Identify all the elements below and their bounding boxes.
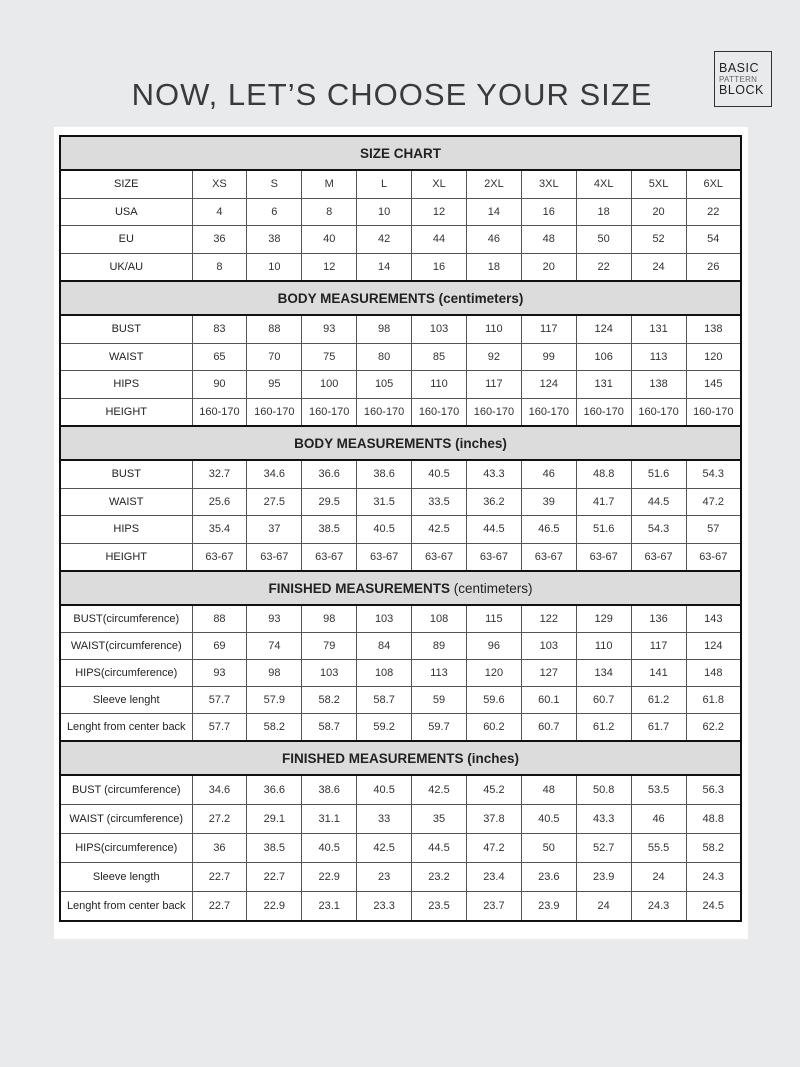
- table-cell: 61.2: [631, 687, 686, 714]
- table-cell: 129: [576, 605, 631, 633]
- table-cell: 23: [357, 863, 412, 892]
- table-cell: 57.7: [192, 687, 247, 714]
- table-cell: 37: [247, 516, 302, 544]
- table-cell: 93: [247, 605, 302, 633]
- section-header-row: [60, 426, 741, 460]
- table-cell: 62.2: [686, 714, 741, 742]
- table-cell: XS: [192, 170, 247, 198]
- table-cell: 43.3: [576, 805, 631, 834]
- table-cell: 10: [247, 253, 302, 281]
- table-cell: 95: [247, 371, 302, 399]
- table-cell: 90: [192, 371, 247, 399]
- table-cell: 24.3: [686, 863, 741, 892]
- table-cell: 60.2: [466, 714, 521, 742]
- row-label: BUST: [60, 315, 192, 343]
- table-cell: 26: [686, 253, 741, 281]
- table-row: [60, 834, 741, 863]
- table-cell: 74: [247, 633, 302, 660]
- table-cell: 88: [192, 605, 247, 633]
- table-cell: 36.2: [466, 488, 521, 516]
- table-cell: 113: [631, 343, 686, 371]
- table-row: [60, 198, 741, 226]
- size-chart-body: [60, 136, 741, 921]
- table-cell: 61.7: [631, 714, 686, 742]
- table-cell: 145: [686, 371, 741, 399]
- table-cell: 48.8: [576, 460, 631, 488]
- table-row: [60, 863, 741, 892]
- row-label: BUST (circumference): [60, 775, 192, 805]
- table-cell: 108: [357, 660, 412, 687]
- table-cell: 160-170: [521, 398, 576, 426]
- table-cell: 131: [631, 315, 686, 343]
- table-cell: 63-67: [357, 543, 412, 571]
- table-cell: 98: [302, 605, 357, 633]
- table-cell: 23.9: [576, 863, 631, 892]
- table-row: [60, 605, 741, 633]
- table-cell: 80: [357, 343, 412, 371]
- table-cell: 24.5: [686, 892, 741, 922]
- table-cell: 160-170: [576, 398, 631, 426]
- row-label: WAIST (circumference): [60, 805, 192, 834]
- row-label: HIPS(circumference): [60, 660, 192, 687]
- table-cell: 63-67: [302, 543, 357, 571]
- table-cell: 54: [686, 226, 741, 254]
- table-cell: 4XL: [576, 170, 631, 198]
- table-cell: 46: [521, 460, 576, 488]
- table-cell: 51.6: [631, 460, 686, 488]
- table-cell: 44: [412, 226, 467, 254]
- row-label: USA: [60, 198, 192, 226]
- table-row: [60, 315, 741, 343]
- table-row: [60, 398, 741, 426]
- table-cell: 4: [192, 198, 247, 226]
- table-cell: 44.5: [631, 488, 686, 516]
- logo-line-1: BASIC: [719, 60, 760, 75]
- row-label: UK/AU: [60, 253, 192, 281]
- table-cell: 93: [192, 660, 247, 687]
- section-header-row: [60, 571, 741, 605]
- table-cell: 58.7: [357, 687, 412, 714]
- table-cell: 24: [631, 253, 686, 281]
- table-cell: 56.3: [686, 775, 741, 805]
- table-row: [60, 892, 741, 922]
- table-cell: 160-170: [247, 398, 302, 426]
- table-cell: 45.2: [466, 775, 521, 805]
- table-row: [60, 343, 741, 371]
- table-cell: 63-67: [412, 543, 467, 571]
- section-title: FINISHED MEASUREMENTS: [281, 750, 464, 766]
- table-cell: 42.5: [412, 516, 467, 544]
- table-cell: 58.7: [302, 714, 357, 742]
- table-cell: 124: [686, 633, 741, 660]
- table-cell: 103: [412, 315, 467, 343]
- table-cell: 138: [631, 371, 686, 399]
- table-cell: 92: [466, 343, 521, 371]
- table-cell: 96: [466, 633, 521, 660]
- table-cell: S: [247, 170, 302, 198]
- table-cell: M: [302, 170, 357, 198]
- table-cell: 42: [357, 226, 412, 254]
- table-cell: 22.7: [247, 863, 302, 892]
- table-cell: 22.9: [247, 892, 302, 922]
- table-cell: 60.1: [521, 687, 576, 714]
- table-cell: 29.5: [302, 488, 357, 516]
- table-cell: 24: [576, 892, 631, 922]
- table-cell: 34.6: [247, 460, 302, 488]
- row-label: HEIGHT: [60, 543, 192, 571]
- table-cell: 2XL: [466, 170, 521, 198]
- table-cell: 113: [412, 660, 467, 687]
- table-cell: 23.1: [302, 892, 357, 922]
- table-cell: 40.5: [412, 460, 467, 488]
- table-cell: 124: [576, 315, 631, 343]
- table-cell: 63-67: [247, 543, 302, 571]
- table-cell: 50: [521, 834, 576, 863]
- section-header: [60, 281, 741, 315]
- table-row: [60, 687, 741, 714]
- row-label: WAIST: [60, 488, 192, 516]
- table-cell: 16: [412, 253, 467, 281]
- table-cell: 35: [412, 805, 467, 834]
- section-unit: (centimeters): [453, 580, 533, 596]
- table-cell: 38.6: [302, 775, 357, 805]
- table-cell: 50: [576, 226, 631, 254]
- table-cell: 23.7: [466, 892, 521, 922]
- table-cell: 14: [466, 198, 521, 226]
- table-cell: 160-170: [357, 398, 412, 426]
- table-cell: 23.5: [412, 892, 467, 922]
- table-cell: 22: [576, 253, 631, 281]
- logo-line-2: PATTERN: [719, 74, 758, 84]
- table-cell: 160-170: [302, 398, 357, 426]
- table-cell: 93: [302, 315, 357, 343]
- table-cell: 38: [247, 226, 302, 254]
- table-cell: 46: [466, 226, 521, 254]
- section-title: BODY MEASUREMENTS: [277, 290, 435, 306]
- table-cell: 57.7: [192, 714, 247, 742]
- table-cell: 18: [466, 253, 521, 281]
- table-cell: 61.8: [686, 687, 741, 714]
- table-cell: 39: [521, 488, 576, 516]
- table-cell: 40.5: [521, 805, 576, 834]
- table-cell: 31.5: [357, 488, 412, 516]
- table-cell: 27.5: [247, 488, 302, 516]
- table-row: [60, 226, 741, 254]
- size-chart-title-row: [60, 136, 741, 170]
- table-cell: 61.2: [576, 714, 631, 742]
- page-title: NOW, LET’S CHOOSE YOUR SIZE: [131, 76, 653, 112]
- table-cell: 53.5: [631, 775, 686, 805]
- table-cell: 41.7: [576, 488, 631, 516]
- row-label: Sleeve length: [60, 863, 192, 892]
- table-cell: 83: [192, 315, 247, 343]
- table-cell: 148: [686, 660, 741, 687]
- table-cell: 160-170: [631, 398, 686, 426]
- table-cell: XL: [412, 170, 467, 198]
- table-cell: 24.3: [631, 892, 686, 922]
- table-cell: 63-67: [576, 543, 631, 571]
- table-row: [60, 371, 741, 399]
- brand-logo: [714, 51, 772, 107]
- table-cell: 42.5: [412, 775, 467, 805]
- table-cell: 42.5: [357, 834, 412, 863]
- table-cell: 54.3: [686, 460, 741, 488]
- table-row: [60, 460, 741, 488]
- table-cell: 75: [302, 343, 357, 371]
- table-cell: 131: [576, 371, 631, 399]
- table-cell: 33.5: [412, 488, 467, 516]
- table-cell: 36.6: [302, 460, 357, 488]
- table-cell: 40.5: [357, 775, 412, 805]
- row-label: WAIST(circumference): [60, 633, 192, 660]
- table-cell: 63-67: [631, 543, 686, 571]
- section-title: FINISHED MEASUREMENTS: [268, 580, 450, 596]
- table-row: [60, 714, 741, 742]
- table-cell: 110: [576, 633, 631, 660]
- table-cell: 160-170: [192, 398, 247, 426]
- table-cell: 25.6: [192, 488, 247, 516]
- table-cell: 120: [466, 660, 521, 687]
- row-label: Lenght from center back: [60, 714, 192, 742]
- table-cell: 40.5: [302, 834, 357, 863]
- table-cell: 33: [357, 805, 412, 834]
- table-cell: 23.4: [466, 863, 521, 892]
- table-cell: 55.5: [631, 834, 686, 863]
- table-cell: 117: [521, 315, 576, 343]
- table-cell: 106: [576, 343, 631, 371]
- table-cell: 22.7: [192, 892, 247, 922]
- table-cell: 127: [521, 660, 576, 687]
- table-cell: 50.8: [576, 775, 631, 805]
- table-cell: 12: [302, 253, 357, 281]
- table-cell: 103: [521, 633, 576, 660]
- size-chart-sheet: [54, 127, 748, 939]
- table-cell: 115: [466, 605, 521, 633]
- table-cell: 48.8: [686, 805, 741, 834]
- table-cell: 138: [686, 315, 741, 343]
- table-cell: 79: [302, 633, 357, 660]
- table-cell: 16: [521, 198, 576, 226]
- table-cell: 120: [686, 343, 741, 371]
- table-cell: 6XL: [686, 170, 741, 198]
- section-header: [60, 426, 741, 460]
- table-cell: 52.7: [576, 834, 631, 863]
- row-label: EU: [60, 226, 192, 254]
- section-header: [60, 571, 741, 605]
- table-cell: 143: [686, 605, 741, 633]
- row-label: SIZE: [60, 170, 192, 198]
- section-unit: (inches): [455, 435, 507, 451]
- table-cell: 27.2: [192, 805, 247, 834]
- table-cell: 88: [247, 315, 302, 343]
- table-row: [60, 516, 741, 544]
- table-cell: 47.2: [686, 488, 741, 516]
- table-cell: 136: [631, 605, 686, 633]
- table-cell: 58.2: [686, 834, 741, 863]
- table-cell: 63-67: [521, 543, 576, 571]
- table-cell: 134: [576, 660, 631, 687]
- table-cell: 85: [412, 343, 467, 371]
- table-cell: 18: [576, 198, 631, 226]
- table-cell: 63-67: [466, 543, 521, 571]
- logo-line-3: BLOCK: [719, 82, 764, 97]
- table-cell: 117: [631, 633, 686, 660]
- table-cell: 22.7: [192, 863, 247, 892]
- table-cell: 59: [412, 687, 467, 714]
- table-cell: 36: [192, 834, 247, 863]
- table-cell: 54.3: [631, 516, 686, 544]
- table-cell: 57: [686, 516, 741, 544]
- table-cell: 5XL: [631, 170, 686, 198]
- table-cell: 58.2: [302, 687, 357, 714]
- table-cell: 12: [412, 198, 467, 226]
- table-cell: 40.5: [357, 516, 412, 544]
- table-cell: 8: [192, 253, 247, 281]
- size-chart-table: [59, 135, 742, 922]
- table-cell: 38.5: [247, 834, 302, 863]
- table-cell: 32.7: [192, 460, 247, 488]
- size-chart-title: SIZE CHART: [60, 136, 741, 170]
- section-header-row: [60, 281, 741, 315]
- table-cell: 98: [357, 315, 412, 343]
- row-label: BUST(circumference): [60, 605, 192, 633]
- row-label: Lenght from center back: [60, 892, 192, 922]
- table-cell: 59.2: [357, 714, 412, 742]
- table-cell: 105: [357, 371, 412, 399]
- row-label: WAIST: [60, 343, 192, 371]
- row-label: HEIGHT: [60, 398, 192, 426]
- table-cell: 103: [302, 660, 357, 687]
- table-cell: 23.2: [412, 863, 467, 892]
- table-cell: 20: [631, 198, 686, 226]
- table-cell: 57.9: [247, 687, 302, 714]
- row-label: Sleeve lenght: [60, 687, 192, 714]
- table-cell: 35.4: [192, 516, 247, 544]
- table-row: [60, 660, 741, 687]
- table-cell: 52: [631, 226, 686, 254]
- table-cell: 3XL: [521, 170, 576, 198]
- row-label: HIPS(circumference): [60, 834, 192, 863]
- section-title: BODY MEASUREMENTS: [294, 435, 452, 451]
- table-cell: 160-170: [466, 398, 521, 426]
- table-cell: 22: [686, 198, 741, 226]
- table-row: [60, 488, 741, 516]
- table-cell: 6: [247, 198, 302, 226]
- table-cell: 141: [631, 660, 686, 687]
- table-cell: 10: [357, 198, 412, 226]
- table-row: [60, 633, 741, 660]
- table-cell: 63-67: [686, 543, 741, 571]
- table-cell: 34.6: [192, 775, 247, 805]
- table-row: [60, 253, 741, 281]
- table-cell: 38.6: [357, 460, 412, 488]
- row-label: BUST: [60, 460, 192, 488]
- table-cell: 60.7: [521, 714, 576, 742]
- table-cell: 44.5: [466, 516, 521, 544]
- table-cell: 65: [192, 343, 247, 371]
- table-cell: 23.3: [357, 892, 412, 922]
- table-cell: 160-170: [412, 398, 467, 426]
- table-cell: 31.1: [302, 805, 357, 834]
- table-cell: 23.9: [521, 892, 576, 922]
- table-cell: 46: [631, 805, 686, 834]
- table-cell: 122: [521, 605, 576, 633]
- row-label: HIPS: [60, 371, 192, 399]
- table-cell: 44.5: [412, 834, 467, 863]
- table-cell: 20: [521, 253, 576, 281]
- table-cell: 110: [412, 371, 467, 399]
- table-cell: 89: [412, 633, 467, 660]
- table-row: [60, 775, 741, 805]
- table-cell: 63-67: [192, 543, 247, 571]
- table-row: [60, 170, 741, 198]
- section-unit: (inches): [467, 750, 520, 766]
- table-cell: 47.2: [466, 834, 521, 863]
- table-cell: 60.7: [576, 687, 631, 714]
- table-cell: 36: [192, 226, 247, 254]
- table-cell: 69: [192, 633, 247, 660]
- table-cell: 59.6: [466, 687, 521, 714]
- table-cell: 160-170: [686, 398, 741, 426]
- table-cell: 29.1: [247, 805, 302, 834]
- section-unit: (centimeters): [438, 290, 524, 306]
- table-cell: 36.6: [247, 775, 302, 805]
- table-cell: 37.8: [466, 805, 521, 834]
- section-header: [60, 741, 741, 775]
- table-cell: 98: [247, 660, 302, 687]
- table-cell: 99: [521, 343, 576, 371]
- table-cell: 23.6: [521, 863, 576, 892]
- table-row: [60, 805, 741, 834]
- table-cell: 100: [302, 371, 357, 399]
- section-header-row: [60, 741, 741, 775]
- table-cell: 22.9: [302, 863, 357, 892]
- table-cell: 70: [247, 343, 302, 371]
- table-cell: 58.2: [247, 714, 302, 742]
- table-cell: L: [357, 170, 412, 198]
- table-cell: 24: [631, 863, 686, 892]
- table-cell: 48: [521, 775, 576, 805]
- table-cell: 117: [466, 371, 521, 399]
- table-cell: 38.5: [302, 516, 357, 544]
- table-cell: 14: [357, 253, 412, 281]
- table-cell: 124: [521, 371, 576, 399]
- table-cell: 59.7: [412, 714, 467, 742]
- table-cell: 51.6: [576, 516, 631, 544]
- table-row: [60, 543, 741, 571]
- row-label: HIPS: [60, 516, 192, 544]
- table-cell: 108: [412, 605, 467, 633]
- table-cell: 110: [466, 315, 521, 343]
- table-cell: 40: [302, 226, 357, 254]
- table-cell: 48: [521, 226, 576, 254]
- table-cell: 8: [302, 198, 357, 226]
- table-cell: 84: [357, 633, 412, 660]
- table-cell: 103: [357, 605, 412, 633]
- table-cell: 46.5: [521, 516, 576, 544]
- table-cell: 43.3: [466, 460, 521, 488]
